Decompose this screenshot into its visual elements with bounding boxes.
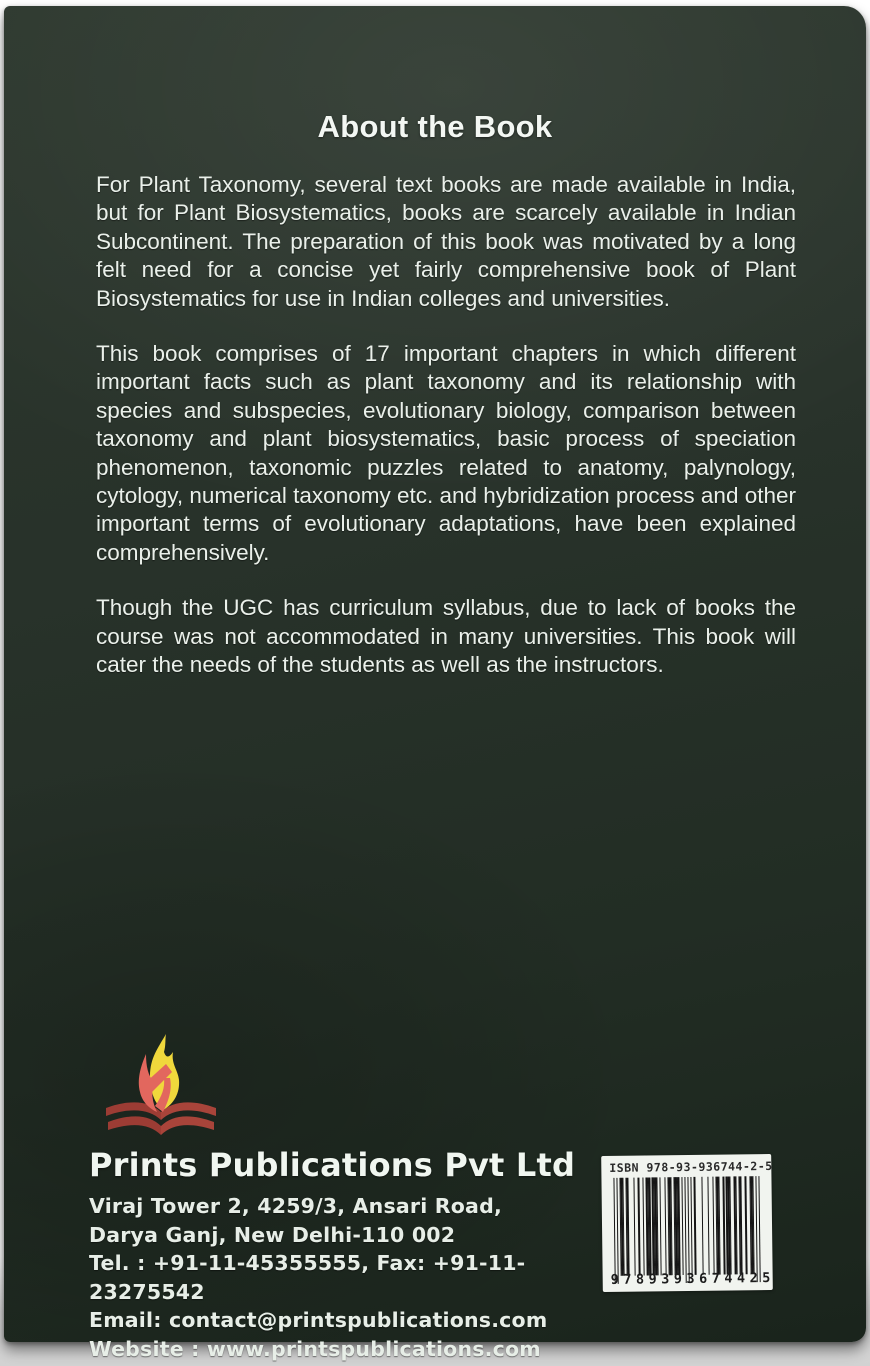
about-the-book-title: About the Book	[317, 109, 553, 144]
flame-over-open-book-icon	[100, 1032, 222, 1148]
about-body-text	[96, 171, 796, 707]
publisher-address-block	[89, 1192, 594, 1363]
email-line: Email: contact@printspublications.com	[89, 1308, 548, 1332]
about-paragraph-2: This book comprises of 17 important chapters in which different important facts such as plant taxonomy and its relationship with species and subspecies, evolutionary biology, comparison between taxonomy and plant biosystematics, basic process of speciation phenomenon, taxonomic puzzles related to anatomy, palynology, cytology, numerical taxonomy etc. and hybridization process and other important terms of evolutionary adaptations, have been explained comprehensively.	[96, 341, 796, 565]
barcode-bars	[611, 1176, 762, 1284]
address-line-2: Darya Ganj, New Delhi-110 002	[89, 1222, 456, 1247]
website-line: Website : www.printspublications.com	[89, 1336, 541, 1361]
isbn-digits: 9789393674425	[610, 1269, 775, 1288]
address-line-1: Viraj Tower 2, 4259/3, Ansari Road,	[89, 1194, 502, 1218]
phone-fax-line: Tel. : +91-11-45355555, Fax: +91-11-23275542	[89, 1251, 526, 1304]
isbn-label: ISBN 978-93-936744-2-5	[609, 1158, 773, 1175]
book-back-cover	[4, 6, 866, 1361]
about-paragraph-3: Though the UGC has curriculum syllabus, due to lack of books the course was not accommodated in many universities. This book will cater the needs of the students as well as the instructors.	[96, 595, 796, 678]
publisher-logo	[100, 1032, 222, 1148]
about-paragraph-1: For Plant Taxonomy, several text books are made available in India, but for Plant Biosystematics, books are scarcely available in Indian Subcontinent. The preparation of this book was motivated by a long felt need for a concise yet fairly comprehensive book of Plant Biosystematics for use in Indian colleges and universities.	[96, 172, 796, 311]
isbn-barcode	[601, 1154, 773, 1292]
publisher-name: Prints Publications Pvt Ltd	[89, 1146, 576, 1184]
